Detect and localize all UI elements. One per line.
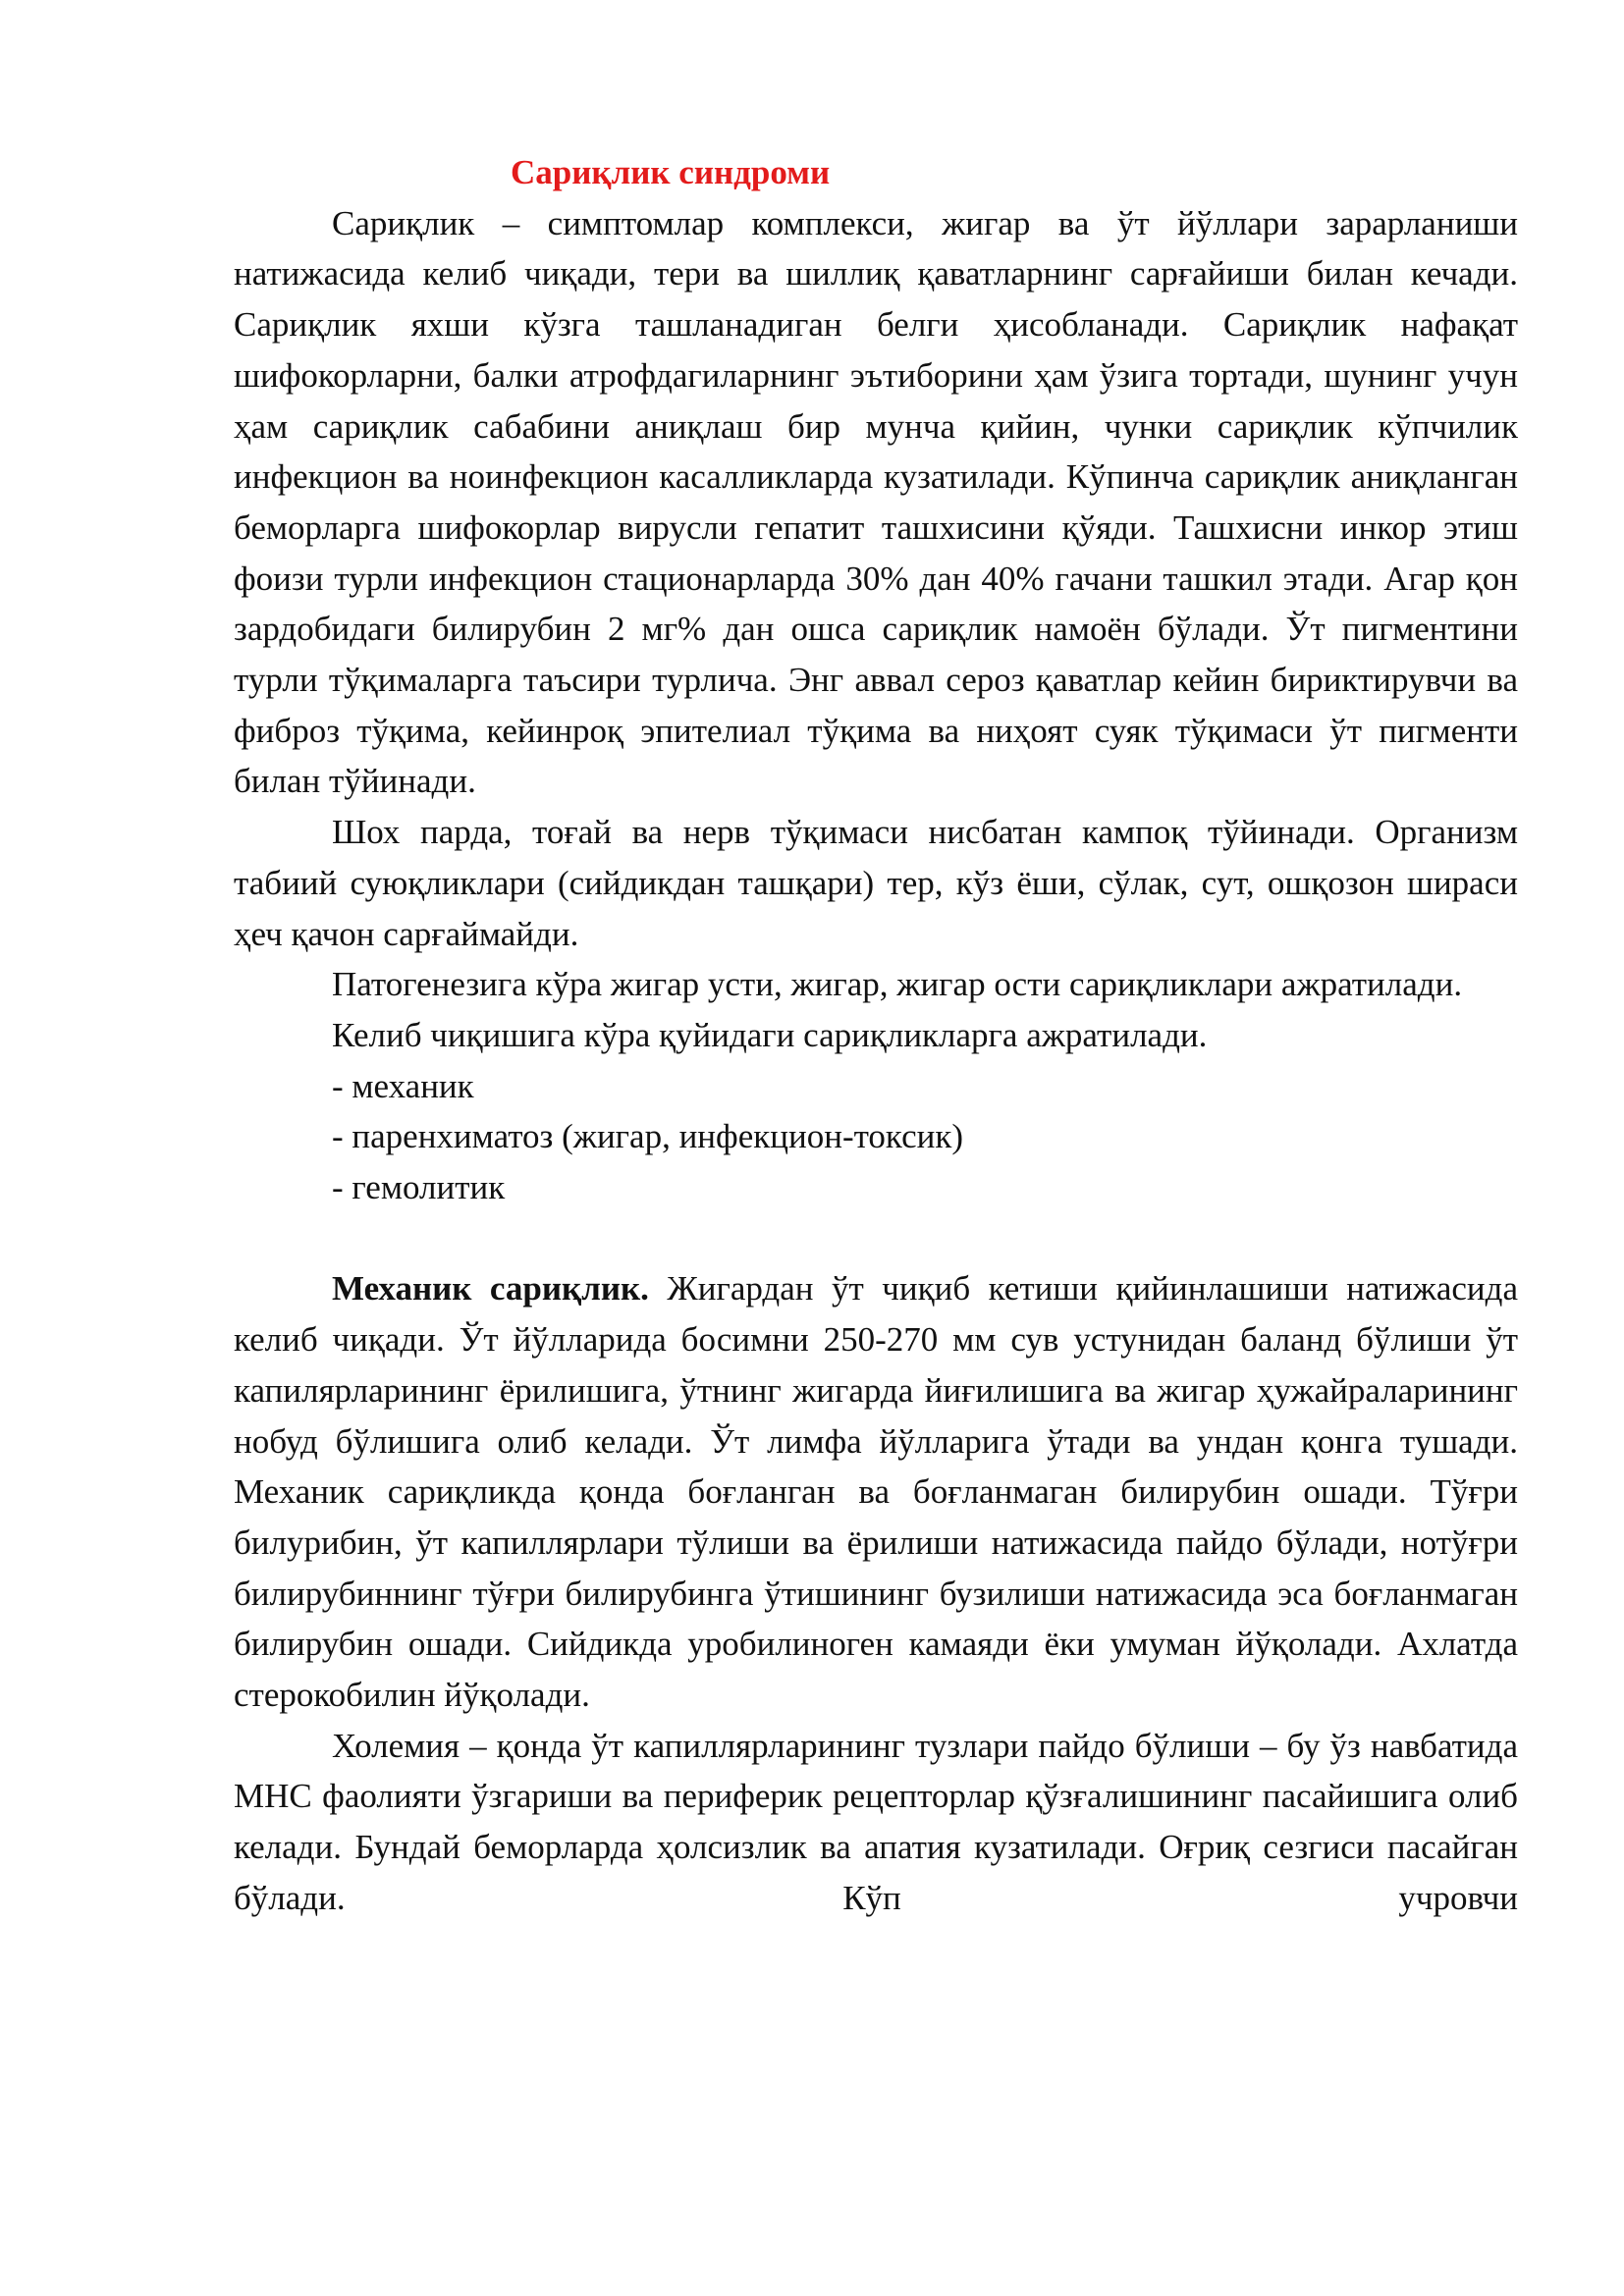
paragraph-pathogenesis: Патогенезига кўра жигар усти, жигар, жигар ости сариқликлари ажратилади. — [332, 965, 1463, 1004]
list-item: - гемолитик — [332, 1168, 506, 1207]
paragraph-cornea: Шох парда, тоғай ва нерв тўқимаси нисбатан кампоқ тўйинади. Организм табиий суюқликлари (сийдикдан ташқари) тер, кўз ёши, сўлак, сут, ошқозон шираси ҳеч қачон сарғаймайди. — [234, 813, 1518, 953]
paragraph-origin: Келиб чиқишига кўра қуйидаги сариқликларга ажратилади. — [332, 1015, 1208, 1054]
list-item: - механик — [332, 1066, 474, 1105]
page-title: Сариқлик синдроми — [511, 153, 831, 191]
paragraph-mechanical — [234, 1263, 1518, 1720]
document-page — [234, 147, 1518, 1924]
list-item: - паренхиматоз (жигар, инфекцион-токсик) — [332, 1117, 963, 1156]
paragraph-intro: Сариқлик – симптомлар комплекси, жигар ва ўт йўллари зарарланиши натижасида келиб чиқади, тери ва шиллиқ қаватларнинг сарғайиши билан кечади. Сариқлик яхши кўзга ташланадиган белги ҳисобланади. Сариқлик нафақат шифокорларни, балки атрофдагиларнинг эътиборини ҳам ўзига тортади, шунинг учун ҳам сариқлик сабабини аниқлаш бир мунча қийин, чунки сариқлик кўпчилик инфекцион ва ноинфекцион касалликларда кузатилади. Кўпинча сариқлик аниқланган беморларга шифокорлар вирусли гепатит ташхисини қўяди. Ташхисни инкор этиш фоизи турли инфекцион стационарларда 30% дан 40% гачани ташкил этади. Агар қон зардобидаги билирубин 2 мг% дан ошса сариқлик намоён бўлади. Ўт пигментини турли тўқималарга таъсири турлича. Энг аввал сероз қаватлар кейин бириктирувчи ва фиброз тўқима, кейинроқ эпителиал тўқима ва ниҳоят суяк тўқимаси ўт пигменти билан тўйинади. — [234, 203, 1518, 801]
mechanical-heading: Механик сариқлик. — [332, 1269, 649, 1308]
paragraph-cholemia: Холемия – қонда ўт капиллярларининг тузлари пайдо бўлиши – бу ўз навбатида МНС фаолияти ўзгариши ва периферик рецепторлар қўзғалишининг пасайишига олиб келади. Бундай беморларда ҳолсизлик ва апатия кузатилади. Оғриқ сезгиси пасайган бўлади. Кўп учровчи — [234, 1726, 1518, 1917]
paragraph-spacer — [234, 1213, 1518, 1264]
mechanical-text: Жигардан ўт чиқиб кетиши қийинлашиши натижасида келиб чиқади. Ўт йўлларида босимни 250-270 мм сув устунидан баланд бўлиши ўт капилярларининг ёрилишига, ўтнинг жигарда йиғилишига ва жигар ҳужайраларининг нобуд бўлишига олиб келади. Ўт лимфа йўлларига ўтади ва ундан қонга тушади. Механик сариқликда қонда боғланган ва боғланмаган билирубин ошади. Тўғри билурибин, ўт капиллярлари тўлиши ва ёрилиши натижасида пайдо бўлади, нотўғри билирубиннинг тўғри билирубинга ўтишининг бузилиши натижасида эса боғланмаган билирубин ошади. Сийдикда уробилиноген камаяди ёки умуман йўқолади. Ахлатда стерокобилин йўқолади. — [234, 1269, 1519, 1715]
